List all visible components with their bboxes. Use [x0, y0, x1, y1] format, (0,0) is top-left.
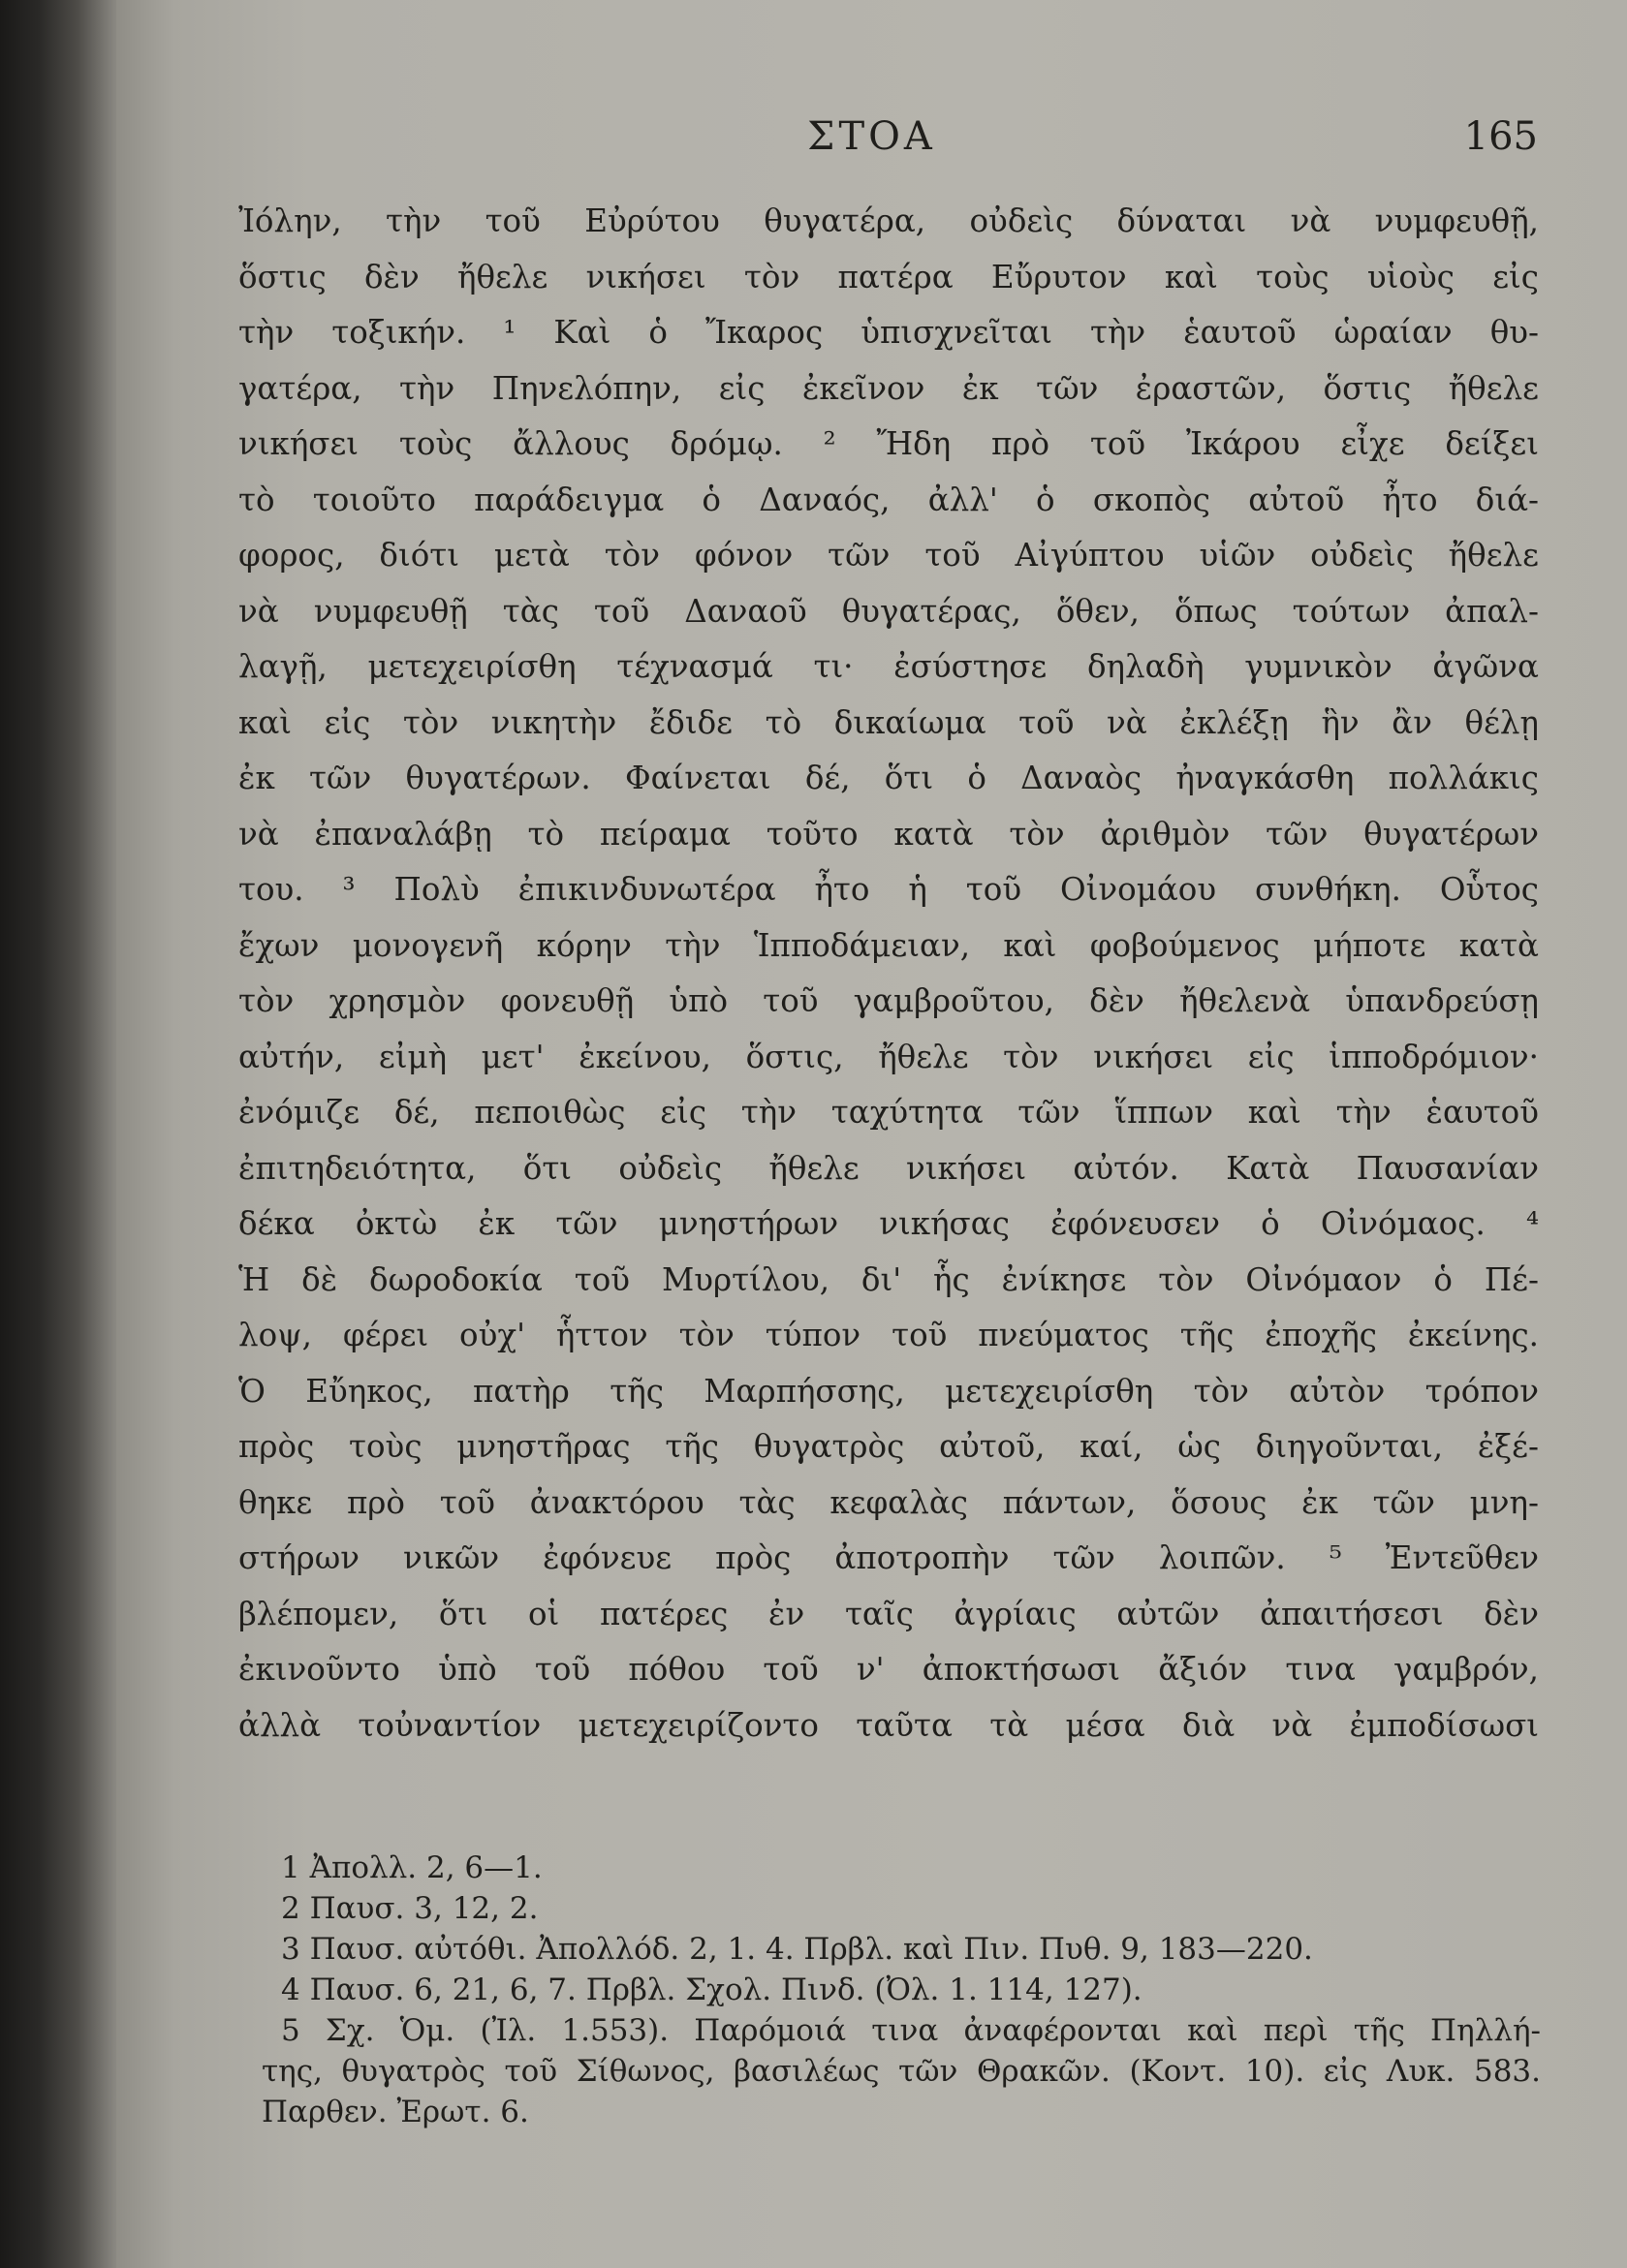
text-line: ἐνόμιζε δέ, πεποιθὼς εἰς τὴν ταχύτητα τῶν ἵππων καὶ τὴν ἑαυτοῦ	[238, 1094, 1539, 1131]
footnote-3: 3 Παυσ. αὐτόθι. Ἀπολλόδ. 2, 1. 4. Πρβλ. καὶ Πιν. Πυθ. 9, 183—220.	[281, 1932, 1313, 1967]
text-line: ἀλλὰ τοὐναντίον μετεχειρίζοντο ταῦτα τὰ μέσα διὰ νὰ ἐμποδίσωσι	[238, 1706, 1539, 1744]
text-line: θηκε πρὸ τοῦ ἀνακτόρου τὰς κεφαλὰς πάντων, ὅσους ἐκ τῶν μνη-	[238, 1483, 1539, 1521]
binding-shadow	[0, 0, 136, 2268]
running-head: ΣΤΟΑ	[807, 114, 936, 159]
footnotes	[262, 1848, 1541, 2132]
text-line: φορος, διότι μετὰ τὸν φόνον τῶν τοῦ Αἰγύπτου υἱῶν οὐδεὶς ἤθελε	[238, 537, 1539, 574]
page-header	[116, 114, 1627, 172]
footnote-5-continuation: της, θυγατρὸς τοῦ Σίθωνος, βασιλέως τῶν Θρακῶν. (Κοντ. 10). εἰς Λυκ. 583.	[262, 2054, 1541, 2089]
text-line: τὴν τοξικήν. ¹ Καὶ ὁ Ἴκαρος ὑπισχνεῖται τὴν ἑαυτοῦ ὡραίαν θυ-	[238, 314, 1539, 351]
footnote-2: 2 Παυσ. 3, 12, 2.	[281, 1891, 539, 1926]
text-line: ἔχων μονογενῆ κόρην τὴν Ἱπποδάμειαν, καὶ φοβούμενος μήποτε κατὰ	[238, 926, 1539, 964]
text-line: Ἰόλην, τὴν τοῦ Εὐρύτου θυγατέρα, οὐδεὶς δύναται νὰ νυμφευθῇ,	[238, 202, 1539, 239]
text-line: λοψ, φέρει οὐχ' ἧττον τὸν τύπον τοῦ πνεύματος τῆς ἐποχῆς ἐκείνης.	[238, 1317, 1539, 1353]
text-line: τὸ τοιοῦτο παράδειγμα ὁ Δαναός, ἀλλ' ὁ σκοπὸς αὐτοῦ ἦτο διά-	[238, 481, 1539, 518]
footnote-4: 4 Παυσ. 6, 21, 6, 7. Πρβλ. Σχολ. Πινδ. (Ὀλ. 1. 114, 127).	[281, 1973, 1142, 2007]
text-line: καὶ εἰς τὸν νικητὴν ἔδιδε τὸ δικαίωμα τοῦ νὰ ἐκλέξῃ ἣν ἂν θέλῃ	[238, 703, 1539, 741]
text-line: του. ³ Πολὺ ἐπικινδυνωτέρα ἦτο ἡ τοῦ Οἰνομάου συνθήκη. Οὗτος	[238, 871, 1539, 908]
text-line: Ὁ Εὔηκος, πατὴρ τῆς Μαρπήσσης, μετεχειρίσθη τὸν αὐτὸν τρόπον	[238, 1372, 1539, 1410]
text-line: νὰ ἐπαναλάβῃ τὸ πείραμα τοῦτο κατὰ τὸν ἀριθμὸν τῶν θυγατέρων	[238, 815, 1539, 853]
text-line: δέκα ὀκτὼ ἐκ τῶν μνηστήρων νικήσας ἐφόνευσεν ὁ Οἰνόμαος. ⁴	[238, 1205, 1539, 1242]
text-line: γατέρα, τὴν Πηνελόπην, εἰς ἐκεῖνον ἐκ τῶν ἐραστῶν, ὅστις ἤθελε	[238, 369, 1539, 407]
text-line: ἐκινοῦντο ὑπὸ τοῦ πόθου τοῦ ν' ἀποκτήσωσι ἄξιόν τινα γαμβρόν,	[238, 1651, 1539, 1688]
text-line: βλέπομεν, ὅτι οἱ πατέρες ἐν ταῖς ἀγρίαις αὐτῶν ἀπαιτήσεσι δὲν	[238, 1595, 1539, 1632]
text-line: νὰ νυμφευθῇ τὰς τοῦ Δαναοῦ θυγατέρας, ὅθεν, ὅπως τούτων ἀπαλ-	[238, 592, 1539, 630]
text-line: λαγῇ, μετεχειρίσθη τέχνασμά τι· ἐσύστησε δηλαδὴ γυμνικὸν ἀγῶνα	[238, 648, 1539, 685]
footnote-5-continuation: Παρθεν. Ἐρωτ. 6.	[262, 2095, 529, 2129]
body-text	[238, 194, 1539, 1754]
text-line: πρὸς τοὺς μνηστῆρας τῆς θυγατρὸς αὐτοῦ, καί, ὡς διηγοῦνται, ἐξέ-	[238, 1428, 1539, 1465]
footnote-1: 1 Ἀπολλ. 2, 6—1.	[281, 1850, 543, 1885]
text-line: ἐκ τῶν θυγατέρων. Φαίνεται δέ, ὅτι ὁ Δαναὸς ἠναγκάσθη πολλάκις	[238, 760, 1539, 796]
text-line: τὸν χρησμὸν φονευθῇ ὑπὸ τοῦ γαμβροῦτου, δὲν ἤθελενὰ ὑπανδρεύσῃ	[238, 982, 1539, 1019]
text-line: ἐπιτηδειότητα, ὅτι οὐδεὶς ἤθελε νικήσει αὐτόν. Κατὰ Παυσανίαν	[238, 1149, 1539, 1187]
text-line: νικήσει τοὺς ἄλλους δρόμῳ. ² Ἤδη πρὸ τοῦ Ἰκάρου εἶχε δείξει	[238, 425, 1539, 462]
footnote-5: 5 Σχ. Ὁμ. (Ἰλ. 1.553). Παρόμοιά τινα ἀναφέρονται καὶ περὶ τῆς Πηλλή-	[281, 2013, 1541, 2048]
text-line: στήρων νικῶν ἐφόνευε πρὸς ἀποτροπὴν τῶν λοιπῶν. ⁵ Ἐντεῦθεν	[238, 1539, 1539, 1576]
page-number: 165	[1463, 114, 1538, 159]
text-line: αὐτήν, εἰμὴ μετ' ἐκείνου, ὅστις, ἤθελε τὸν νικήσει εἰς ἱπποδρόμιον·	[238, 1038, 1539, 1075]
text-line: ὅστις δὲν ἤθελε νικήσει τὸν πατέρα Εὔρυτον καὶ τοὺς υἱοὺς εἰς	[238, 258, 1539, 295]
book-page	[116, 0, 1627, 2268]
text-line: Ἡ δὲ δωροδοκία τοῦ Μυρτίλου, δι' ἧς ἐνίκησε τὸν Οἰνόμαον ὁ Πέ-	[238, 1260, 1539, 1298]
